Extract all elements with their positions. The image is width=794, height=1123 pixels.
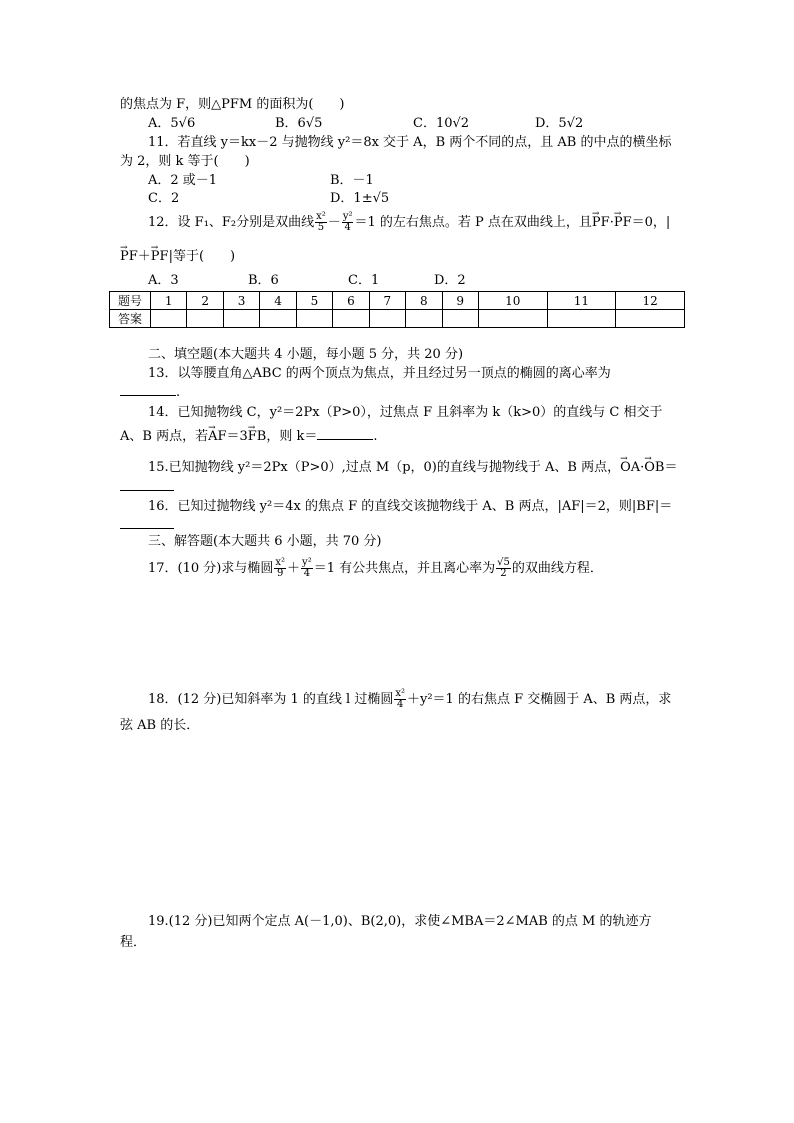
q10-option-b: B．6√5 <box>275 116 323 131</box>
q16-answer-blank[interactable] <box>120 528 174 529</box>
table-cell-number: 12 <box>616 292 685 310</box>
table-header-answer: 答案 <box>110 310 151 328</box>
q12-fraction-x: $\frac{\text{x²}}{5}$ <box>316 211 326 233</box>
vector-ob: → OB <box>644 459 664 477</box>
answer-cell[interactable] <box>333 310 369 328</box>
answer-cell[interactable] <box>223 310 259 328</box>
table-cell-number: 3 <box>223 292 259 310</box>
table-cell-number: 7 <box>369 292 405 310</box>
table-cell-number: 4 <box>260 292 296 310</box>
q14-line1: 14．已知抛物线 C，y²＝2Px（P>0），过焦点 F 且斜率为 k（k>0）的直线与 C 相交于 <box>148 405 663 420</box>
q13-answer-blank[interactable] <box>120 395 176 396</box>
answer-cell[interactable] <box>442 310 478 328</box>
answer-cell[interactable] <box>478 310 547 328</box>
q13-line2: . <box>120 384 180 402</box>
table-cell-number: 11 <box>547 292 616 310</box>
q12-line1: 12．设 F₁、F₂分别是双曲线 $\frac{\text{x²}}{5}$ － $\frac{\text{y²}}{4}$ ＝1 的左右焦点。若 P 点在双曲线上，且→ PF·→ PF＝0，| <box>148 210 670 236</box>
table-cell-number: 1 <box>151 292 187 310</box>
answer-cell[interactable] <box>616 310 685 328</box>
answer-cell[interactable] <box>187 310 223 328</box>
q10-options <box>148 115 583 133</box>
q12-option-c: C．1 <box>348 273 380 288</box>
answer-cell[interactable] <box>547 310 616 328</box>
q15-answer-blank[interactable] <box>120 490 174 491</box>
answer-table-answer-row <box>110 310 685 328</box>
answer-cell[interactable] <box>260 310 296 328</box>
vector-fb: → FB <box>248 428 267 446</box>
q15-line1: 15.已知抛物线 y²＝2Px（P>0）,过点 M（p，0)的直线与抛物线于 A、B 两点，→ OA·→ OB＝ <box>148 459 678 477</box>
q10-option-a: A．5√6 <box>148 116 196 131</box>
table-cell-number: 6 <box>333 292 369 310</box>
q12-fraction-y: $\frac{\text{y²}}{4}$ <box>342 211 353 233</box>
answer-cell[interactable] <box>406 310 442 328</box>
answer-cell[interactable] <box>151 310 187 328</box>
q11-option-a: A．2 或－1 <box>148 173 218 188</box>
answer-table <box>109 291 685 328</box>
answer-cell[interactable] <box>369 310 405 328</box>
q16-line1: 16．已知过抛物线 y²＝4x 的焦点 F 的直线交该抛物线于 A、B 两点，|AF|＝2，则|BF|＝ <box>148 499 673 514</box>
q17-fraction-eccentricity: $\frac{√5}{2}$ <box>497 557 510 579</box>
answer-table-number-row <box>110 292 685 310</box>
q12-option-a: A．3 <box>148 273 179 288</box>
table-header-number: 题号 <box>110 292 151 310</box>
vector-af: → AF <box>208 428 226 446</box>
q12-option-d: D．2 <box>434 273 466 288</box>
section-fill-blank-title: 二、填空题(本大题共 4 小题，每小题 5 分，共 20 分) <box>148 347 464 362</box>
table-cell-number: 8 <box>406 292 442 310</box>
q18-line1: 18．(12 分)已知斜率为 1 的直线 l 过椭圆 $\frac{\text{x²}}{4}$ ＋y²＝1 的右焦点 F 交椭圆于 A、B 两点，求 <box>148 688 672 710</box>
q14-answer-blank[interactable] <box>317 439 373 440</box>
q19-line1: 19.(12 分)已知两个定点 A(－1,0)、B(2,0)，求使∠MBA＝2∠MAB 的点 M 的轨迹方 <box>148 914 652 929</box>
q14-line2: A、B 两点，若→ AF＝3→ FB，则 k＝ . <box>120 428 378 446</box>
table-cell-number: 10 <box>478 292 547 310</box>
q11-options-row2 <box>148 190 389 208</box>
q11-options-row1 <box>148 172 374 190</box>
q11-line2: 为 2，则 k 等于( ) <box>120 154 250 169</box>
answer-cell[interactable] <box>296 310 332 328</box>
vector-pf2-sum: → PF <box>151 248 169 266</box>
q19-line2: 程． <box>120 935 147 950</box>
q11-option-c: C．2 <box>148 191 180 206</box>
section-solve-title: 三、解答题(本大题共 6 小题，共 70 分) <box>148 534 382 549</box>
q12-option-b: B．6 <box>248 273 279 288</box>
vector-pf2: → PF <box>614 210 632 236</box>
q17-line: 17．(10 分)求与椭圆 $\frac{\text{x²}}{9}$ ＋ $\frac{\text{y²}}{4}$ ＝1 有公共焦点，并且离心率为 $\frac{√5}{2}$ 的双曲线方程． <box>148 557 603 579</box>
q12-options <box>148 272 466 290</box>
q10-option-d: D．5√2 <box>535 116 584 131</box>
q17-fraction-x: $\frac{\text{x²}}{9}$ <box>275 557 286 579</box>
table-cell-number: 2 <box>187 292 223 310</box>
q15-line2 <box>120 479 174 497</box>
q11-option-b: B．－1 <box>330 173 374 188</box>
q10-stem: 的焦点为 F，则△PFM 的面积为( ) <box>120 97 345 112</box>
q13-line1: 13．以等腰直角△ABC 的两个顶点为焦点，并且经过另一顶点的椭圆的离心率为 <box>148 366 611 381</box>
vector-oa: → OA <box>620 459 640 477</box>
q11-line1: 11．若直线 y＝kx－2 与抛物线 y²＝8x 交于 A，B 两个不同的点，且 AB 的中点的横坐标 <box>148 135 672 150</box>
vector-pf1-sum: → PF <box>120 248 138 266</box>
q11-option-d: D．1±√5 <box>330 191 390 206</box>
q12-line2: → PF＋→ PF|等于( ) <box>120 248 235 266</box>
q10-option-c: C．10√2 <box>413 116 470 131</box>
vector-pf1: → PF <box>592 210 610 236</box>
q18-line2: 弦 AB 的长． <box>120 718 200 733</box>
table-cell-number: 5 <box>296 292 332 310</box>
q17-fraction-y: $\frac{\text{y²}}{4}$ <box>302 557 312 579</box>
table-cell-number: 9 <box>442 292 478 310</box>
q18-fraction-x: $\frac{\text{x²}}{4}$ <box>395 688 405 710</box>
